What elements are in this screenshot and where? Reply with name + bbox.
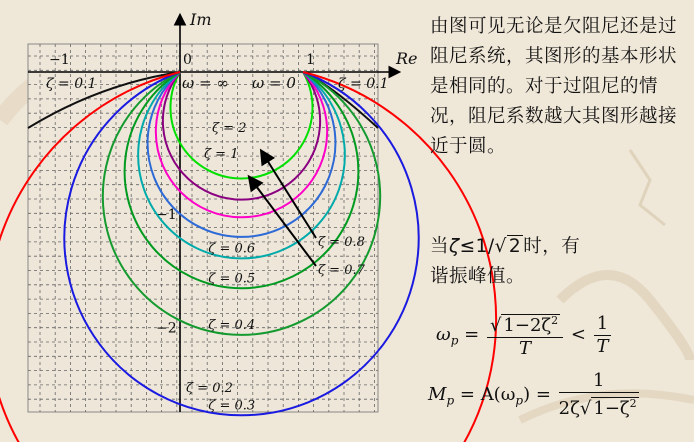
ylabel-im: Im [190, 10, 212, 29]
cond-zeta: ζ [449, 236, 460, 257]
f1-num-exp: 2 [551, 314, 559, 327]
f2-den-pre: 2ζ [558, 398, 580, 419]
omega-inf-label: ω = ∞ [182, 74, 229, 92]
formula-omega-p [436, 310, 613, 360]
curve-label: ζ = 1 [204, 147, 239, 162]
f1-den: T [519, 338, 532, 359]
curve-label: ζ = 0.8 [318, 235, 365, 250]
resonance-condition [430, 232, 580, 292]
f2-mid: A(ω [480, 384, 516, 405]
curve-label: ζ = 0.2 [186, 381, 233, 396]
tick-label-x: 0 [183, 52, 192, 68]
f1-num2: 1 [594, 313, 611, 336]
curve-label: ζ = 0.4 [208, 317, 256, 333]
f1-fraction2 [594, 313, 611, 358]
f2-lhs-sub: p [446, 393, 455, 408]
tick-label-x: −1 [49, 52, 70, 68]
cond-line2: 谐振峰值。 [430, 266, 526, 287]
f2-eq1: = [459, 384, 475, 405]
f1-eq: = [464, 324, 480, 345]
sqrt-icon: √ [579, 398, 592, 419]
f1-lhs-sub: p [450, 333, 459, 348]
curve-label: ζ = 0.7 [318, 263, 365, 278]
curve-label: ζ = 2 [212, 121, 247, 136]
f1-lt: < [570, 324, 586, 345]
curve-label: ζ = 0.5 [208, 271, 256, 287]
f1-lhs: ω [436, 324, 451, 345]
sqrt-icon: √ [494, 236, 507, 257]
f2-den-rad: 1−ζ [593, 398, 630, 419]
cond-suffix: 时，有 [523, 236, 581, 257]
tick-label-y: −1 [156, 207, 177, 223]
sqrt-icon: √ [489, 315, 502, 336]
f2-eq2: = [535, 384, 551, 405]
curve-label: ζ = 0.1 [338, 76, 389, 92]
curve-label: ζ = 0.1 [46, 76, 97, 92]
f1-fraction [487, 310, 563, 360]
cond-mid: ≤1/ [459, 236, 495, 257]
curve-label: ζ = 0.3 [208, 398, 256, 414]
f2-fraction [559, 370, 639, 420]
tick-label-x: 1 [306, 52, 315, 68]
f2-mid-end: ) [523, 384, 531, 405]
omega-zero-label: ω = 0 [252, 74, 296, 92]
formula-mp [428, 370, 641, 420]
curve-label: ζ = 0.6 [208, 241, 256, 257]
f2-lhs: M [428, 384, 447, 405]
explanation-paragraph: 由图可见无论是欠阻尼还是过阻尼系统，其图形的基本形状是相同的。对于过阻尼的情况，阻尼系数越大其图形越接近于圆。 [430, 16, 678, 157]
cond-prefix: 当 [430, 236, 450, 257]
xlabel-re: Re [396, 49, 418, 68]
cond-sqrt2: 2 [508, 236, 522, 257]
f1-num: 1−2ζ [503, 315, 552, 336]
tick-label-y: −2 [156, 320, 177, 337]
f2-num: 1 [559, 370, 639, 393]
f2-mid-sub: p [515, 393, 524, 408]
f1-den2: T [596, 335, 609, 357]
f2-den-exp: 2 [629, 397, 637, 410]
